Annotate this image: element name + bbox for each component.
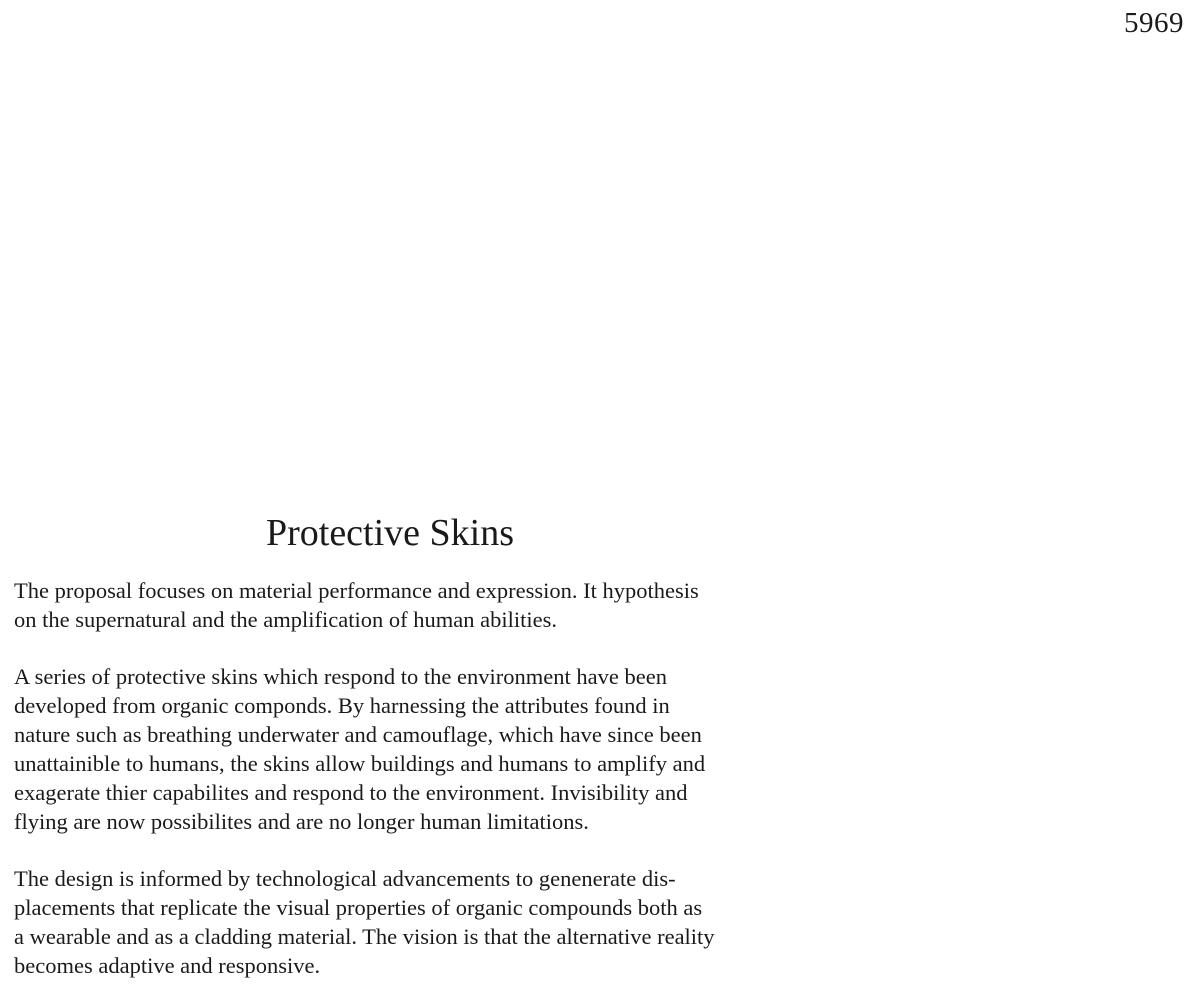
text-line: nature such as breathing underwater and camouflage, which have since been bbox=[14, 722, 702, 747]
text-line: flying are now possibilites and are no longer human limitations. bbox=[14, 809, 589, 834]
paragraph-intro bbox=[14, 576, 774, 634]
text-line: becomes adaptive and responsive. bbox=[14, 953, 321, 978]
text-line: exagerate thier capabilites and respond to the environment. Invisibility and bbox=[14, 780, 688, 805]
text-line: The design is informed by technological advancements to genenerate dis- bbox=[14, 866, 676, 891]
paragraph-skins bbox=[14, 662, 774, 836]
article-title: Protective Skins bbox=[265, 512, 515, 554]
text-line: unattainible to humans, the skins allow buildings and humans to amplify and bbox=[14, 751, 706, 776]
paragraph-design bbox=[14, 864, 774, 980]
text-line: a wearable and as a cladding material. The vision is that the alternative reality bbox=[14, 924, 715, 949]
text-line: A series of protective skins which respond to the environment have been bbox=[14, 664, 667, 689]
page-number: 5969 bbox=[1124, 7, 1184, 39]
text-line: The proposal focuses on material performance and expression. It hypothesis bbox=[14, 578, 699, 603]
article-body bbox=[14, 510, 774, 980]
text-line: developed from organic componds. By harnessing the attributes found in bbox=[14, 693, 670, 718]
text-line: placements that replicate the visual properties of organic compounds both as bbox=[14, 895, 703, 920]
text-line: on the supernatural and the amplification of human abilities. bbox=[14, 607, 557, 632]
